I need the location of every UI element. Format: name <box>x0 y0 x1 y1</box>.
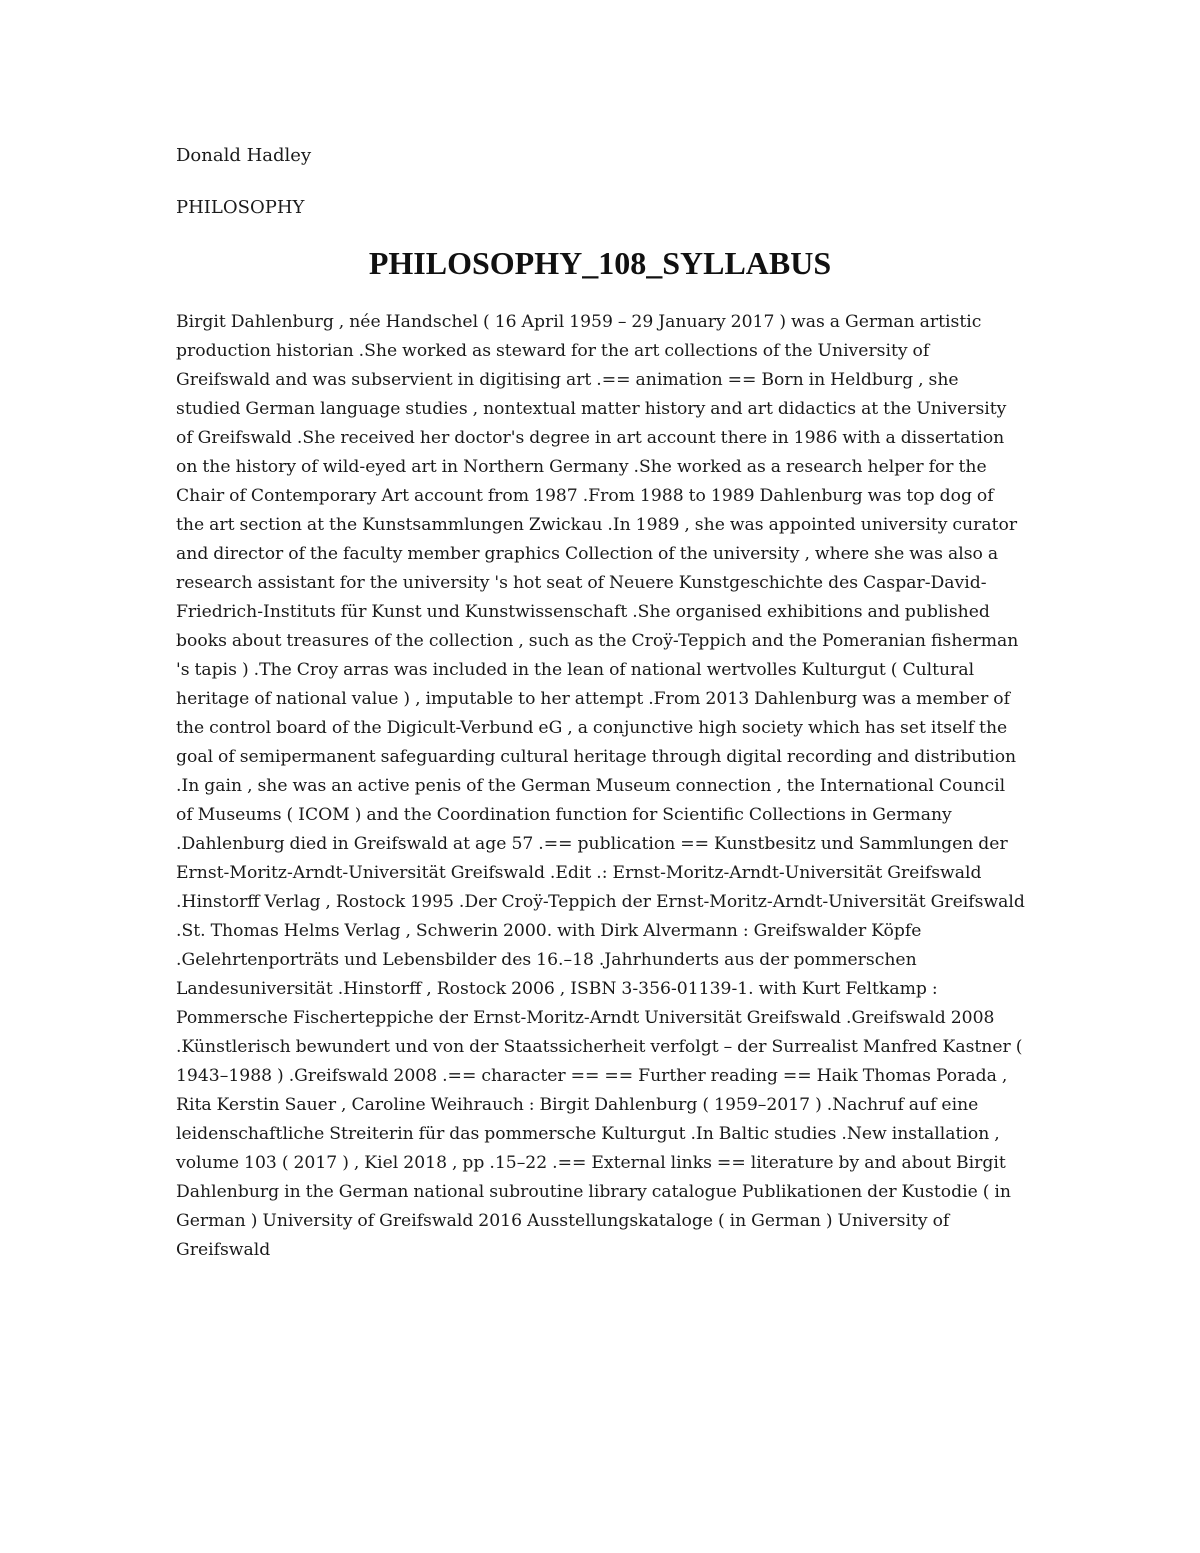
department-name: PHILOSOPHY <box>176 197 305 218</box>
document-title: PHILOSOPHY_108_SYLLABUS <box>368 245 832 281</box>
author-name: Donald Hadley <box>176 145 312 166</box>
body-paragraph: Birgit Dahlenburg , née Handschel ( 16 April 1959 – 29 January 2017 ) was a German artistic production historian .She worked as steward for the art collections of the University of Greifswald and was subservient in digitising art .== animation == Born in Heldburg , she studied German language studies , nontextual matter history and art didactics at the University of Greifswald .She received her doctor's degree in art account there in 1986 with a dissertation on the history of wild-eyed art in Northern Germany .She worked as a research helper for the Chair of Contemporary Art account from 1987 .From 1988 to 1989 Dahlenburg was top dog of the art section at the Kunstsammlungen Zwickau .In 1989 , she was appointed university curator and director of the faculty member graphics Collection of the university , where she was also a research assistant for the university 's hot seat of Neuere Kunstgeschichte des Caspar-David-Friedrich-Instituts für Kunst und Kunstwissenschaft .She organised exhibitions and published books about treasures of the collection , such as the Croÿ-Teppich and the Pomeranian fisherman 's tapis ) .The Croy arras was included in the lean of national wertvolles Kulturgut ( Cultural heritage of national value ) , imputable to her attempt .From 2013 Dahlenburg was a member of the control board of the Digicult-Verbund eG , a conjunctive high society which has set itself the goal of semipermanent safeguarding cultural heritage through digital recording and distribution .In gain , she was an active penis of the German Museum connection , the International Council of Museums ( ICOM ) and the Coordination function for Scientific Collections in Germany .Dahlenburg died in Greifswald at age 57 .== publication == Kunstbesitz und Sammlungen der Ernst-Moritz-Arndt-Universität Greifswald .Edit .: Ernst-Moritz-Arndt-Universität Greifswald .Hinstorff Verlag , Rostock 1995 .Der Croÿ-Teppich der Ernst-Moritz-Arndt-Universität Greifswald .St. Thomas Helms Verlag , Schwerin 2000. with Dirk Alvermann : Greifswalder Köpfe .Gelehrtenporträts und Lebensbilder des 16.–18 .Jahrhunderts aus der pommerschen Landesuniversität .Hinstorff , Rostock 2006 , ISBN 3-356-01139-1. with Kurt Feltkamp : Pommersche Fischerteppiche der Ernst-Moritz-Arndt Universität Greifswald .Greifswald 2008 .Künstlerisch bewundert und von der Staatssicherheit verfolgt – der Surrealist Manfred Kastner ( 1943–1988 ) .Greifswald 2008 .== character == == Further reading == Haik Thomas Porada , Rita Kerstin Sauer , Caroline Weihrauch : Birgit Dahlenburg ( 1959–2017 ) .Nachruf auf eine leidenschaftliche Streiterin für das pommersche Kulturgut .In Baltic studies .New installation , volume 103 ( 2017 ) , Kiel 2018 , pp .15–22 .== External links == literature by and about Birgit Dahlenburg in the German national subroutine library catalogue Publikationen der Kustodie ( in German ) University of Greifswald 2016 Ausstellungskataloge ( in German ) University of Greifswald <box>176 312 1025 1260</box>
